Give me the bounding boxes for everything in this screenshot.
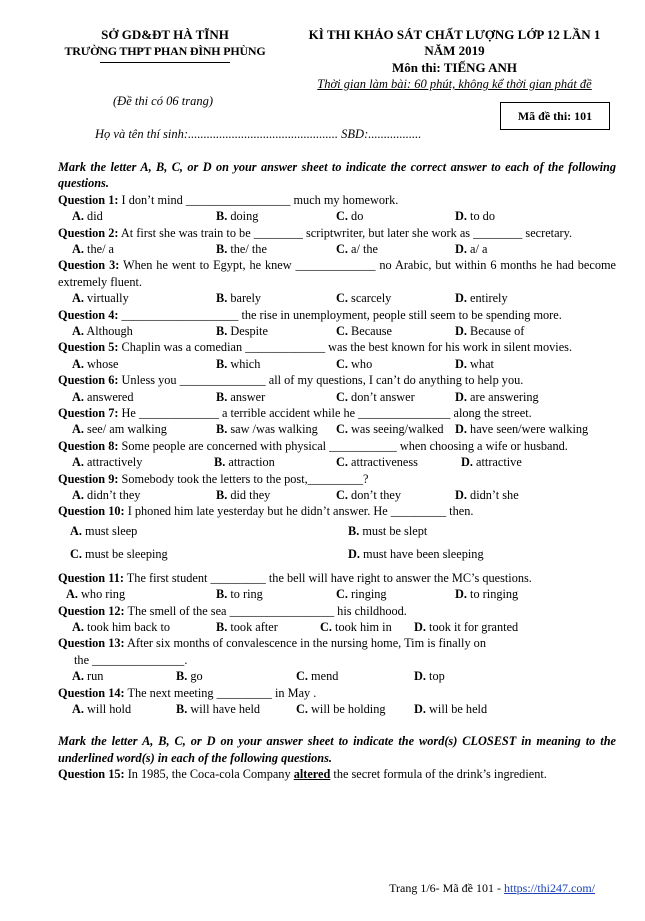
option-d[interactable] [414,668,445,684]
question-13 [58,635,616,651]
question-text: He _____________ a terrible accident while he _______________ along the street. [121,406,532,420]
option-d[interactable] [414,701,487,717]
question-text-continued: the _______________. [74,652,188,667]
option-text: ringing [351,587,387,602]
option-letter: D. [348,546,360,561]
option-letter: B. [214,455,226,470]
option-d[interactable] [461,454,522,470]
option-text: took him in [335,620,392,634]
question-11 [58,570,616,586]
option-a[interactable] [72,241,114,257]
question-label: Question 15: [58,767,125,782]
candidate-info-line: Họ và tên thí sinh:................................................ SBD:................. [95,127,422,141]
question-text-after: the secret formula of the drink’s ingredient. [333,767,547,782]
option-letter: B. [216,587,228,602]
question-text: When he went to Egypt, he knew _____________ no Arabic, but within 6 months he had become extremely fluent. [58,258,616,289]
question-list [58,192,616,718]
option-letter: A. [72,209,84,224]
option-b[interactable] [176,701,260,717]
option-text: was seeing/walked [351,422,444,437]
option-row [58,487,616,503]
option-text: took it for granted [429,620,519,634]
option-letter: C. [336,422,348,437]
option-letter: A. [70,523,82,538]
option-letter: D. [461,455,473,470]
option-letter: B. [216,422,228,437]
question-label: Question 4: [58,307,119,322]
option-letter: D. [455,291,467,306]
option-letter: A. [66,587,78,602]
footer-page-info: Trang 1/6- Mã đề 101 - [389,881,501,895]
option-text: scarcely [351,291,392,306]
question-6 [58,372,616,388]
option-c[interactable] [296,668,338,684]
option-text: go [190,669,203,684]
question-label: Question 8: [58,438,119,453]
option-a[interactable] [72,290,129,306]
option-row [58,323,616,339]
option-row [58,586,616,602]
option-text: barely [230,291,262,306]
school-header [40,27,290,63]
option-b[interactable] [216,323,268,339]
exam-content [58,159,616,783]
option-b[interactable] [216,208,258,224]
option-c[interactable] [336,356,372,372]
section2-instruction: Mark the letter A, B, C, or D on your answer sheet to indicate the word(s) CLOSEST in meaning to the underlined word(s) in each of the following questions. [58,734,616,765]
question-5 [58,339,616,355]
option-letter: A. [72,389,84,404]
question-1 [58,192,616,208]
option-a[interactable] [72,421,167,437]
option-text: Because [351,324,393,339]
option-text: took him back to [87,620,171,634]
question-text: I phoned him late yesterday but he didn’t answer. He _________ then. [127,504,474,519]
option-a[interactable] [72,701,131,717]
option-d[interactable] [455,586,518,602]
question-text: ___________________ the rise in unemployment, people still seem to be spending more. [121,307,562,322]
option-text: Because of [470,324,525,339]
option-d[interactable] [455,290,508,306]
question-15 [58,766,616,782]
option-text: did they [230,488,271,502]
option-text: who ring [81,587,126,602]
option-row [58,543,616,566]
option-letter: B. [216,620,228,634]
option-text: answer [230,389,266,404]
option-text: which [230,356,261,371]
option-text: attractive [476,455,522,470]
option-letter: C. [296,702,308,716]
option-row [58,421,616,437]
question-text: Somebody took the letters to the post,_________? [121,471,369,486]
question-label: Question 11: [58,570,124,585]
option-b[interactable] [216,421,318,437]
option-text: mend [311,669,339,684]
question-text: The smell of the sea _________________ his childhood. [127,603,407,618]
option-a[interactable] [72,454,142,470]
option-text: whose [87,356,119,371]
option-a[interactable] [72,389,133,405]
option-row [58,356,616,372]
option-text: took after [230,620,278,634]
exam-subject: Môn thi: TIẾNG ANH [391,59,518,75]
question-text-before: In 1985, the Coca-cola Company [127,767,291,782]
footer-link[interactable]: https://thi247.com/ [503,881,595,895]
option-c[interactable] [320,619,392,635]
option-text: didn’t they [87,488,141,502]
option-letter: A. [72,291,84,306]
question-7 [58,405,616,421]
option-text: do [351,209,364,224]
option-letter: D. [455,389,467,404]
option-letter: C. [70,546,82,561]
option-d[interactable] [455,356,494,372]
option-c[interactable] [336,208,363,224]
header-divider [100,62,230,63]
option-text: to ringing [470,587,519,602]
question-text: Unless you ______________ all of my questions, I can’t do anything to help you. [121,373,524,388]
option-letter: C. [336,488,348,502]
option-b[interactable] [348,523,427,539]
section1-instruction: Mark the letter A, B, C, or D on your answer sheet to indicate the correct answer to each of the following questions. [58,160,616,191]
option-text: Although [86,324,133,339]
option-row [58,454,616,470]
question-label: Question 7: [58,406,119,420]
option-text: a/ the [351,242,379,257]
option-row [58,208,616,224]
option-d[interactable] [455,241,487,257]
option-text: see/ am walking [87,422,167,437]
question-label: Question 3: [58,258,120,273]
exam-duration: Thời gian làm bài: 60 phút, không kể thời gian phát đề [317,77,592,92]
question-label: Question 12: [58,603,125,618]
option-text: saw /was walking [230,422,318,437]
exam-year: NĂM 2019 [424,43,485,59]
question-label: Question 5: [58,340,119,355]
option-letter: D. [455,356,467,371]
question-label: Question 2: [58,225,119,240]
option-c[interactable] [70,546,168,562]
page-footer [389,880,595,896]
option-text: attractively [87,455,143,470]
question-10 [58,503,616,519]
option-d[interactable] [455,323,524,339]
option-letter: B. [176,669,188,684]
option-letter: D. [455,488,467,502]
option-row [58,520,616,543]
option-b[interactable] [216,290,261,306]
question-label: Question 13: [58,636,125,651]
underlined-word: altered [293,767,331,782]
question-14 [58,685,616,701]
option-letter: C. [336,242,348,257]
question-2 [58,225,616,241]
option-text: attraction [228,455,275,470]
option-letter: C. [336,209,348,224]
option-letter: C. [336,587,348,602]
option-b[interactable] [216,586,263,602]
question-9 [58,471,616,487]
option-letter: D. [455,242,467,257]
option-a[interactable] [66,586,125,602]
option-c[interactable] [336,487,401,503]
option-letter: D. [455,422,467,437]
option-letter: A. [72,422,84,437]
option-d[interactable] [455,421,588,437]
option-b[interactable] [216,241,267,257]
option-text: virtually [87,291,129,306]
exam-header [282,27,627,93]
option-letter: B. [216,389,228,404]
option-letter: B. [216,324,228,339]
option-a[interactable] [72,356,118,372]
option-d[interactable] [455,487,519,503]
option-text: doing [230,209,259,224]
option-c[interactable] [336,421,444,437]
option-letter: D. [414,620,426,634]
question-label: Question 9: [58,471,119,486]
option-a[interactable] [72,208,103,224]
option-letter: A. [72,455,84,470]
option-d[interactable] [414,619,518,635]
option-letter: C. [296,669,308,684]
option-c[interactable] [336,454,418,470]
question-12 [58,603,616,619]
option-letter: A. [72,488,84,502]
option-letter: C. [336,455,348,470]
option-c[interactable] [336,586,387,602]
option-row [58,389,616,405]
option-letter: C. [336,324,348,339]
question-label: Question 14: [58,685,125,700]
option-a[interactable] [72,323,133,339]
option-text: must be sleeping [85,546,168,561]
option-text: entirely [470,291,508,306]
option-letter: A. [72,356,84,371]
option-letter: B. [216,209,228,224]
option-b[interactable] [176,668,203,684]
option-a[interactable] [72,487,140,503]
option-text: Despite [230,324,268,339]
option-letter: B. [216,488,228,502]
option-text: will have held [190,702,261,716]
question-label: Question 1: [58,192,119,207]
option-text: are answering [470,389,539,404]
option-row [58,241,616,257]
option-c[interactable] [336,323,392,339]
question-text: Some people are concerned with physical ___________ when choosing a wife or husband. [121,438,568,453]
option-letter: A. [72,620,84,634]
option-text: will be holding [311,702,386,716]
question-text: I don’t mind _________________ much my homework. [121,192,399,207]
question-text: The first student _________ the bell will have right to answer the MC’s questions. [126,570,532,585]
question-8 [58,438,616,454]
option-d[interactable] [455,389,539,405]
option-text: have seen/were walking [470,422,589,437]
option-b[interactable] [216,619,278,635]
option-a[interactable] [72,668,103,684]
option-letter: C. [336,356,348,371]
option-letter: C. [336,389,348,404]
option-text: don’t they [351,488,402,502]
option-text: must be slept [362,523,428,538]
option-letter: B. [216,356,228,371]
option-a[interactable] [72,619,170,635]
option-letter: D. [414,669,426,684]
question-label: Question 6: [58,373,119,388]
question-text: At first she was train to be ________ scriptwriter, but later she work as ________ secretary. [120,225,573,240]
option-letter: A. [72,242,84,257]
option-text: to ring [230,587,263,602]
option-letter: D. [455,587,467,602]
option-text: will hold [87,702,132,716]
option-c[interactable] [296,701,386,717]
question-text: The next meeting _________ in May . [127,685,317,700]
option-b[interactable] [216,389,265,405]
option-letter: A. [72,324,84,339]
option-letter: C. [336,291,348,306]
option-letter: D. [455,324,467,339]
option-letter: B. [348,523,360,538]
question-label: Question 10: [58,504,125,519]
option-letter: B. [216,291,228,306]
option-text: did [87,209,103,224]
option-row [58,668,616,684]
question-text: After six months of convalescence in the nursing home, Tim is finally on [127,636,486,651]
option-text: don’t answer [351,389,415,404]
option-b[interactable] [216,356,260,372]
option-text: run [87,669,104,684]
option-text: what [470,356,494,371]
question-text: Chaplin was a comedian _____________ was the best known for his work in silent movies. [121,340,573,355]
option-d[interactable] [455,208,495,224]
option-a[interactable] [70,523,137,539]
option-text: a/ a [470,242,488,257]
option-c[interactable] [336,389,415,405]
option-letter: A. [72,669,84,684]
option-text: must have been sleeping [363,546,484,561]
option-row [58,619,616,635]
department-name: SỞ GD&ĐT HÀ TĨNH [101,27,229,42]
option-c[interactable] [336,290,391,306]
option-text: the/ the [230,242,267,257]
option-row [58,290,616,306]
option-d[interactable] [348,546,484,562]
option-text: the/ a [87,242,115,257]
option-letter: D. [455,209,467,224]
option-letter: C. [320,620,332,634]
option-letter: D. [414,702,426,716]
option-text: answered [87,389,134,404]
question-3 [58,257,616,290]
option-b[interactable] [216,487,270,503]
school-name: TRƯỜNG THPT PHAN ĐÌNH PHÙNG [64,44,266,59]
option-text: didn’t she [470,488,519,502]
option-letter: B. [176,702,188,716]
option-row [58,701,616,717]
option-text: will be held [429,702,488,716]
option-b[interactable] [214,454,275,470]
option-text: who [351,356,373,371]
option-text: must sleep [85,523,138,538]
option-text: top [429,669,445,684]
question-4 [58,307,616,323]
exam-title: KÌ THI KHẢO SÁT CHẤT LƯỢNG LỚP 12 LẦN 1 [308,27,601,42]
pages-note: (Đề thi có 06 trang) [113,94,213,108]
option-text: to do [470,209,495,224]
option-c[interactable] [336,241,378,257]
exam-code-box: Mã đề thi: 101 [500,102,610,130]
option-letter: A. [72,702,84,716]
option-text: attractiveness [351,455,418,470]
option-letter: B. [216,242,228,257]
